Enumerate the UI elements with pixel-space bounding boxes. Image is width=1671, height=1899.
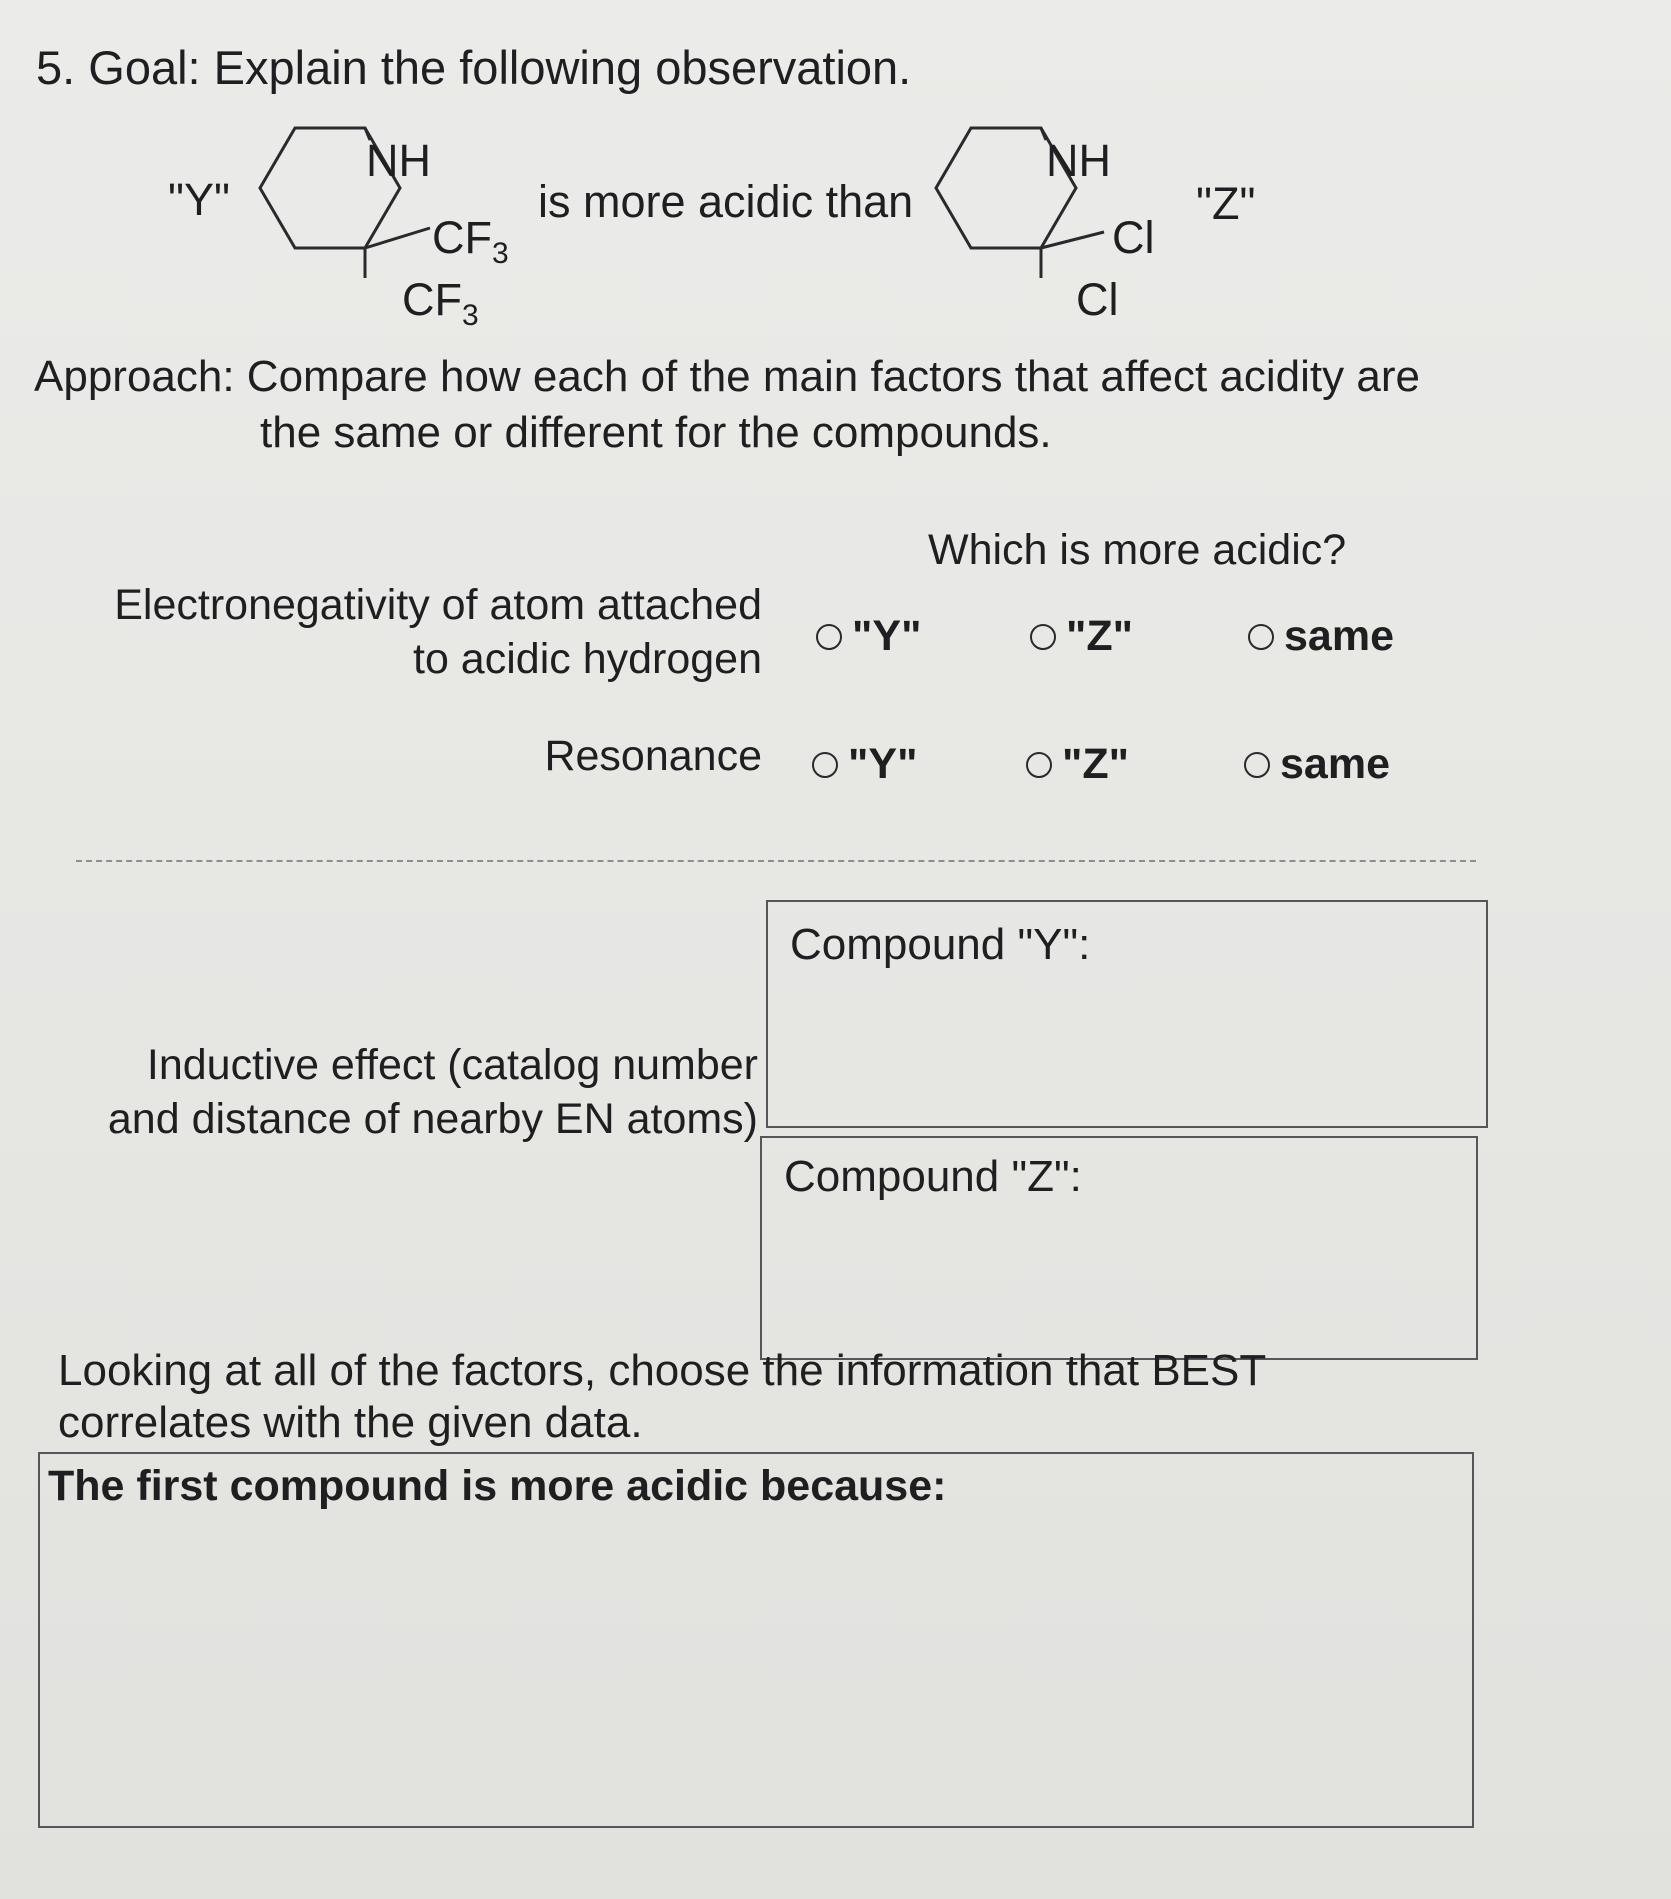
compound-y-answer-box[interactable] (766, 900, 1488, 1128)
compound-z-nh: NH (1046, 135, 1111, 186)
en-option-y[interactable]: "Y" (816, 612, 921, 661)
compound-y-cf3-down: $CF_3$ (402, 274, 479, 332)
section-divider (76, 860, 1476, 862)
conclusion-line-1: Looking at all of the factors, choose the information that BEST (58, 1346, 1267, 1395)
resonance-option-z[interactable]: "Z" (1026, 740, 1129, 789)
compound-y-box-label: Compound "Y": (790, 920, 1091, 969)
compound-z-label: "Z" (1196, 178, 1256, 229)
row-electronegativity-label: Electronegativity of atom attached to acidic hydrogen (114, 581, 762, 683)
radio-circle-icon[interactable] (816, 624, 842, 650)
radio-circle-icon[interactable] (1026, 752, 1052, 778)
compound-z-cl-down: Cl (1076, 274, 1119, 325)
compound-z-answer-box[interactable] (760, 1136, 1478, 1360)
connector-text: is more acidic than (538, 176, 914, 227)
inductive-label: Inductive effect (catalog number and distance of nearby EN atoms) (107, 1041, 758, 1143)
compound-z-cl-right: Cl (1112, 212, 1155, 263)
table-header: Which is more acidic? (928, 526, 1347, 574)
row-resonance-label: Resonance (544, 732, 762, 780)
compound-z-box-label: Compound "Z": (784, 1152, 1082, 1201)
question-title: 5. Goal: Explain the following observation. (36, 41, 912, 94)
radio-circle-icon[interactable] (1248, 624, 1274, 650)
radio-circle-icon[interactable] (812, 752, 838, 778)
resonance-option-same[interactable]: same (1244, 740, 1390, 789)
approach-line-1: Approach: Compare how each of the main factors that affect acidity are (34, 352, 1420, 401)
conclusion-line-2: correlates with the given data. (58, 1398, 643, 1447)
final-answer-label: The first compound is more acidic because: (48, 1462, 947, 1510)
en-option-same[interactable]: same (1248, 612, 1394, 661)
en-option-z[interactable]: "Z" (1030, 612, 1133, 661)
radio-circle-icon[interactable] (1030, 624, 1056, 650)
compound-y-cf3-right: $CF_3$ (432, 212, 509, 270)
compound-y-nh: NH (366, 135, 431, 186)
resonance-option-y[interactable]: "Y" (812, 740, 917, 789)
compound-y-label: "Y" (168, 174, 230, 225)
radio-circle-icon[interactable] (1244, 752, 1270, 778)
approach-line-2: the same or different for the compounds. (260, 408, 1052, 457)
